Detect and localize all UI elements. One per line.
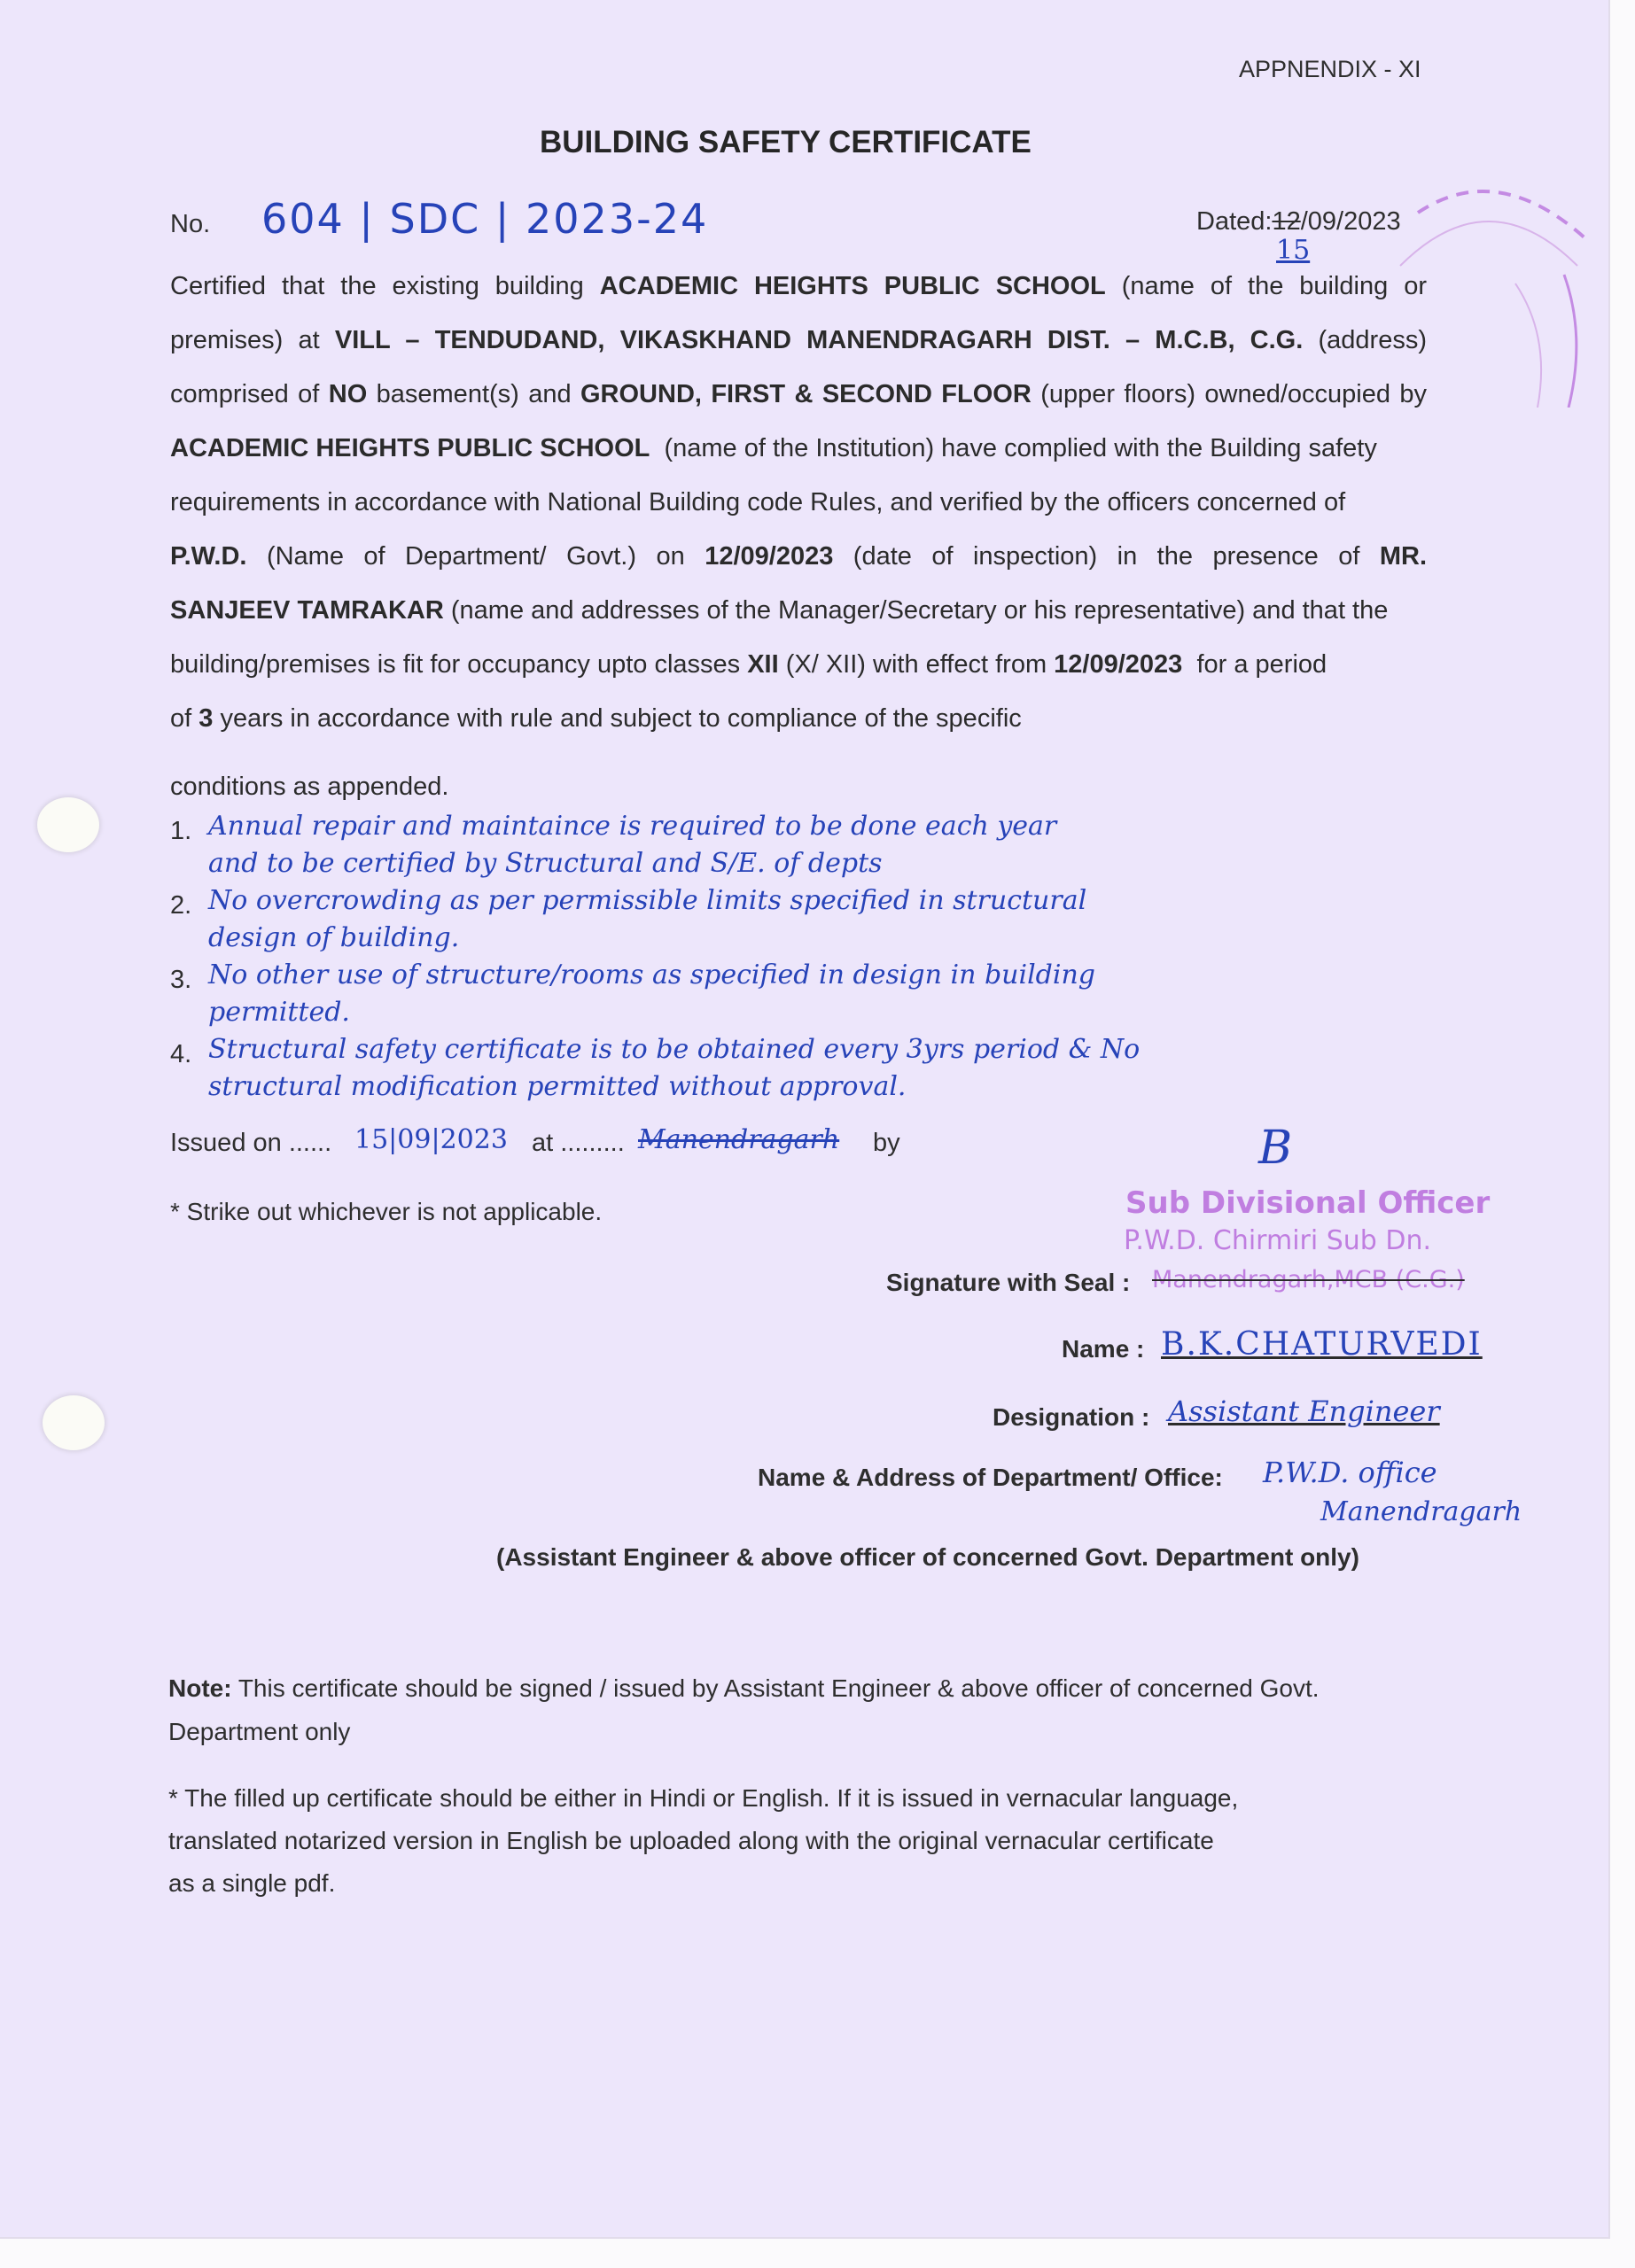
- condition-3-line-1: No other use of structure/rooms as specified in design in building: [208, 959, 1095, 990]
- office-value-line-1: P.W.D. office: [1263, 1456, 1437, 1489]
- designation-value: Assistant Engineer: [1168, 1394, 1440, 1428]
- text: (date of inspection) in the presence of: [833, 542, 1380, 571]
- dated-month-year: /09/2023: [1300, 207, 1401, 236]
- body-line-5: requirements in accordance with National Building code Rules, and verified by the officers concerned of: [170, 488, 1346, 517]
- office-label: Name & Address of Department/ Office:: [758, 1464, 1223, 1491]
- strike-out-note: * Strike out whichever is not applicable.: [170, 1198, 603, 1225]
- classes-upto: XII: [747, 650, 779, 679]
- note-text-line-2: Department only: [168, 1718, 351, 1745]
- language-note-line-1: * The filled up certificate should be either in Hindi or English. If it is issued in vernacular language,: [168, 1784, 1239, 1812]
- text: comprised of: [170, 380, 329, 408]
- text: Certified that the existing building: [170, 272, 600, 300]
- condition-4-line-2: structural modification permitted without approval.: [208, 1071, 907, 1102]
- representative-title: MR.: [1379, 542, 1427, 571]
- department: P.W.D.: [170, 542, 247, 571]
- punch-hole-bottom: [43, 1395, 105, 1450]
- note-text: This certificate should be signed / issued by Assistant Engineer & above officer of concerned Govt.: [231, 1674, 1320, 1702]
- body-line-8: [170, 649, 1427, 680]
- body-line-10: conditions as appended.: [170, 773, 449, 801]
- stamp-line-1: Sub Divisional Officer: [1125, 1185, 1491, 1221]
- condition-number: 2.: [170, 891, 192, 920]
- officer-note: (Assistant Engineer & above officer of concerned Govt. Department only): [496, 1543, 1359, 1571]
- body-line-4: [170, 432, 1427, 464]
- dated-corrected-day: 15: [1276, 235, 1311, 266]
- condition-3-line-2: permitted.: [208, 997, 350, 1028]
- representative-name: SANJEEV TAMRAKAR: [170, 596, 444, 625]
- text: premises) at: [170, 326, 335, 354]
- condition-2-line-2: design of building.: [208, 922, 460, 953]
- text: (address): [1303, 326, 1427, 354]
- text: (Name of Department/ Govt.) on: [246, 542, 705, 571]
- stamp-line-3: Manendragarh,MCB (C.G.): [1152, 1266, 1465, 1293]
- issued-at-label: at .........: [532, 1129, 625, 1157]
- name-label: Name :: [1062, 1335, 1145, 1363]
- text: basement(s) and: [367, 380, 580, 408]
- punch-hole-top: [37, 797, 99, 852]
- text: (upper floors) owned/occupied by: [1031, 380, 1427, 408]
- body-line-6: [170, 540, 1427, 574]
- condition-2-line-1: No overcrowding as per permissible limits specified in structural: [208, 885, 1087, 916]
- text: building/premises is fit for occupancy upto classes: [170, 650, 748, 679]
- body-line-9: [170, 703, 1427, 734]
- condition-number: 3.: [170, 966, 192, 994]
- condition-1-line-2: and to be certified by Structural and S/E. of depts: [208, 848, 883, 879]
- body-line-2: [170, 324, 1427, 358]
- signature-seal-label: Signature with Seal :: [886, 1269, 1131, 1296]
- body-line-7: [170, 594, 1427, 626]
- validity-years: 3: [199, 704, 214, 733]
- issued-on-label: Issued on ......: [170, 1129, 332, 1157]
- language-note-line-2: translated notarized version in English be uploaded along with the original vernacular certificate: [168, 1827, 1214, 1854]
- name-value: B.K.CHATURVEDI: [1161, 1326, 1483, 1363]
- condition-1-line-1: Annual repair and maintaince is required to be done each year: [208, 811, 1057, 842]
- condition-4-line-1: Structural safety certificate is to be obtained every 3yrs period & No: [208, 1034, 1141, 1065]
- condition-number: 4.: [170, 1040, 192, 1068]
- footer-note: [168, 1673, 1320, 1705]
- basement-count: NO: [328, 380, 368, 408]
- text: (name of the building or: [1105, 272, 1427, 300]
- body-line-3: [170, 378, 1427, 412]
- dated-field: [1196, 206, 1401, 237]
- signature-mark: B: [1258, 1122, 1293, 1175]
- certificate-no-value: 604 | SDC | 2023-24: [261, 195, 709, 243]
- certificate-no-label: No.: [170, 210, 211, 238]
- issued-date: 15|09|2023: [354, 1124, 508, 1155]
- building-name: ACADEMIC HEIGHTS PUBLIC SCHOOL: [599, 272, 1106, 300]
- note-label: Note:: [168, 1674, 232, 1702]
- text: (name of the Institution) have complied with the Building safety: [650, 434, 1377, 462]
- dated-label: Dated:: [1196, 207, 1273, 236]
- floors: GROUND, FIRST & SECOND FLOOR: [580, 380, 1032, 408]
- appendix-label: APPNENDIX - XI: [1239, 56, 1421, 82]
- page-title: BUILDING SAFETY CERTIFICATE: [540, 125, 1032, 159]
- institution-name: ACADEMIC HEIGHTS PUBLIC SCHOOL: [170, 434, 650, 462]
- language-note-line-3: as a single pdf.: [168, 1869, 336, 1897]
- issued-place: Manendragarh: [638, 1124, 840, 1155]
- building-address: VILL – TENDUDAND, VIKASKHAND MANENDRAGARH DIST. – M.C.B, C.G.: [334, 326, 1304, 354]
- text: (X/ XII) with effect from: [778, 650, 1055, 679]
- text: (name and addresses of the Manager/Secretary or his representative) and that the: [443, 596, 1389, 625]
- text: of: [170, 704, 199, 733]
- stamp-line-2: P.W.D. Chirmiri Sub Dn.: [1124, 1225, 1432, 1256]
- designation-label: Designation :: [993, 1403, 1150, 1431]
- office-value-line-2: Manendragarh: [1320, 1496, 1522, 1527]
- condition-number: 1.: [170, 817, 192, 845]
- text: for a period: [1182, 650, 1327, 679]
- inspection-date: 12/09/2023: [705, 542, 834, 571]
- issued-by-label: by: [873, 1129, 900, 1157]
- effective-date: 12/09/2023: [1054, 650, 1183, 679]
- dated-struck-day: 12: [1272, 207, 1301, 236]
- body-line-1: [170, 270, 1427, 304]
- text: years in accordance with rule and subject to compliance of the specific: [213, 704, 1022, 733]
